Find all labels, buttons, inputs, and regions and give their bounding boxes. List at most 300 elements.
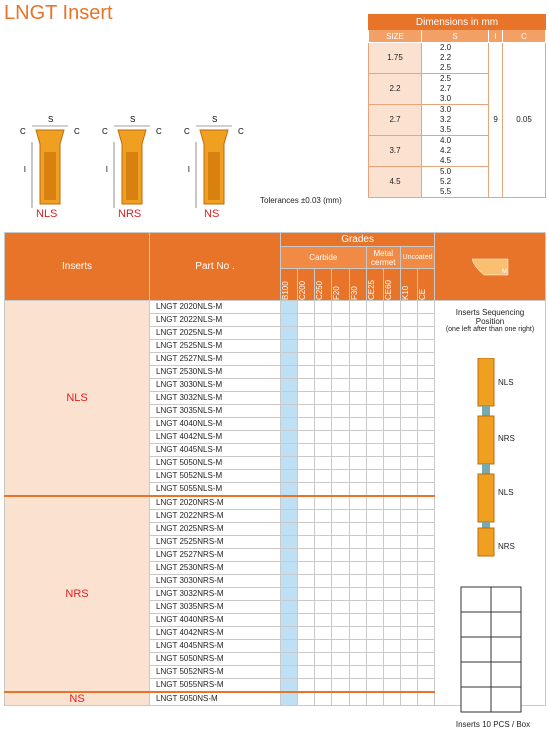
- grade-code-header: [298, 269, 315, 301]
- m-chipbreaker-header: [435, 233, 546, 301]
- b100-availability-cell: [281, 392, 298, 405]
- grade-cell: [349, 405, 366, 418]
- grade-code-label: K10: [400, 285, 410, 300]
- grade-cell: [383, 496, 400, 510]
- grade-code-header: [349, 269, 366, 301]
- dim-c-right: C: [74, 127, 80, 136]
- grade-cell: [298, 653, 315, 666]
- grade-cell: [418, 692, 435, 706]
- grade-cell: [298, 588, 315, 601]
- grade-cell: [383, 483, 400, 497]
- grade-cell: [418, 575, 435, 588]
- grade-cell: [298, 575, 315, 588]
- grade-cell: [383, 588, 400, 601]
- grade-cell: [418, 588, 435, 601]
- grade-cell: [400, 549, 417, 562]
- grade-cell: [366, 444, 383, 457]
- part-number-cell: LNGT 4040NLS-M: [150, 418, 281, 431]
- grade-cell: [400, 314, 417, 327]
- grade-cell: [400, 470, 417, 483]
- b100-availability-cell: [281, 536, 298, 549]
- grade-cell: [418, 353, 435, 366]
- dim-c-left: C: [20, 127, 26, 136]
- grade-cell: [349, 627, 366, 640]
- part-number-cell: LNGT 2527NRS-M: [150, 549, 281, 562]
- grade-code-header: [332, 269, 349, 301]
- grade-cell: [332, 549, 349, 562]
- grade-cell: [315, 536, 332, 549]
- grade-cell: [298, 483, 315, 497]
- dim-size-cell: 1.75: [369, 43, 422, 74]
- grade-cell: [298, 470, 315, 483]
- dim-s-value: 4.0: [440, 136, 452, 145]
- dim-s-value: 3.2: [440, 115, 452, 124]
- grade-cell: [418, 301, 435, 314]
- b100-availability-cell: [281, 510, 298, 523]
- grade-cell: [332, 666, 349, 679]
- b100-availability-cell: [281, 692, 298, 706]
- grade-cell: [418, 366, 435, 379]
- col-part-header: Part No .: [150, 233, 281, 301]
- grade-cell: [418, 510, 435, 523]
- b100-availability-cell: [281, 588, 298, 601]
- dim-s-cell: [422, 167, 489, 198]
- grade-cell: [366, 601, 383, 614]
- dim-size-cell: 2.7: [369, 105, 422, 136]
- grade-cell: [383, 405, 400, 418]
- grade-cell: [298, 536, 315, 549]
- metal-cermet-header: Metal cermet: [366, 247, 400, 269]
- part-number-cell: LNGT 2530NRS-M: [150, 562, 281, 575]
- grade-cell: [315, 666, 332, 679]
- grade-cell: [315, 444, 332, 457]
- grade-cell: [400, 523, 417, 536]
- grade-code-header: [418, 269, 435, 301]
- dimensions-table: [368, 14, 546, 198]
- b100-availability-cell: [281, 627, 298, 640]
- grade-cell: [298, 627, 315, 640]
- part-number-cell: LNGT 2525NLS-M: [150, 340, 281, 353]
- grade-cell: [400, 575, 417, 588]
- grade-code-label: CE60: [383, 279, 393, 300]
- stack-label-4: NRS: [498, 542, 515, 551]
- grade-cell: [298, 692, 315, 706]
- grade-cell: [332, 536, 349, 549]
- grade-cell: [418, 405, 435, 418]
- grade-cell: [298, 549, 315, 562]
- grade-cell: [366, 314, 383, 327]
- grade-cell: [400, 614, 417, 627]
- dim-s-value: 2.7: [440, 84, 452, 93]
- grade-cell: [418, 379, 435, 392]
- b100-availability-cell: [281, 614, 298, 627]
- grade-cell: [366, 653, 383, 666]
- seq-title2: Position: [475, 317, 505, 326]
- part-number-cell: LNGT 5050NRS-M: [150, 653, 281, 666]
- grade-cell: [366, 301, 383, 314]
- nrs-drawing-label: NRS: [118, 208, 142, 220]
- grade-cell: [383, 640, 400, 653]
- grade-cell: [383, 379, 400, 392]
- grade-cell: [349, 431, 366, 444]
- grade-cell: [298, 562, 315, 575]
- part-number-cell: LNGT 2022NLS-M: [150, 314, 281, 327]
- box-note: Inserts 10 PCS / Box: [455, 720, 531, 729]
- grade-cell: [349, 601, 366, 614]
- b100-availability-cell: [281, 457, 298, 470]
- grade-cell: [298, 510, 315, 523]
- part-number-cell: LNGT 5050NLS-M: [150, 457, 281, 470]
- dim-s-value: 5.2: [440, 177, 452, 186]
- grade-cell: [298, 392, 315, 405]
- grade-cell: [366, 679, 383, 693]
- grade-cell: [298, 405, 315, 418]
- b100-availability-cell: [281, 496, 298, 510]
- grade-cell: [298, 379, 315, 392]
- b100-availability-cell: [281, 640, 298, 653]
- grade-cell: [418, 536, 435, 549]
- grade-cell: [349, 340, 366, 353]
- grade-cell: [418, 392, 435, 405]
- grade-cell: [349, 510, 366, 523]
- grade-cell: [298, 640, 315, 653]
- grade-cell: [383, 431, 400, 444]
- grade-cell: [332, 692, 349, 706]
- grade-cell: [418, 431, 435, 444]
- svg-text:C: C: [156, 127, 162, 136]
- grade-cell: [332, 379, 349, 392]
- svg-text:S: S: [130, 115, 136, 124]
- grade-cell: [315, 562, 332, 575]
- grade-cell: [418, 327, 435, 340]
- grade-cell: [418, 640, 435, 653]
- grade-cell: [366, 405, 383, 418]
- grade-cell: [366, 418, 383, 431]
- grade-cell: [418, 470, 435, 483]
- grade-cell: [418, 601, 435, 614]
- dim-size-cell: 4.5: [369, 167, 422, 198]
- grade-cell: [349, 457, 366, 470]
- grade-cell: [400, 340, 417, 353]
- grade-cell: [315, 653, 332, 666]
- insert-group-cell: NS: [5, 692, 150, 706]
- grade-cell: [418, 523, 435, 536]
- grade-cell: [366, 392, 383, 405]
- b100-availability-cell: [281, 366, 298, 379]
- grade-cell: [383, 510, 400, 523]
- grade-cell: [400, 301, 417, 314]
- grade-cell: [400, 379, 417, 392]
- tolerance-note: Tolerances ±0.03 (mm): [260, 196, 342, 205]
- grade-cell: [400, 627, 417, 640]
- grade-cell: [400, 444, 417, 457]
- b100-availability-cell: [281, 470, 298, 483]
- grade-code-header: [400, 269, 417, 301]
- part-number-cell: LNGT 3035NLS-M: [150, 405, 281, 418]
- part-number-cell: LNGT 4042NLS-M: [150, 431, 281, 444]
- grade-code-header: [383, 269, 400, 301]
- grade-cell: [315, 679, 332, 693]
- grade-cell: [332, 405, 349, 418]
- grade-cell: [349, 418, 366, 431]
- grade-cell: [418, 314, 435, 327]
- dim-s-value: 2.0: [440, 43, 452, 52]
- grade-cell: [418, 444, 435, 457]
- grade-cell: [383, 523, 400, 536]
- grade-cell: [315, 496, 332, 510]
- b100-availability-cell: [281, 314, 298, 327]
- grade-cell: [332, 614, 349, 627]
- grade-cell: [315, 314, 332, 327]
- part-number-cell: LNGT 5052NLS-M: [150, 470, 281, 483]
- grade-cell: [315, 549, 332, 562]
- grade-cell: [383, 601, 400, 614]
- grade-cell: [332, 483, 349, 497]
- grade-cell: [383, 314, 400, 327]
- grade-cell: [315, 392, 332, 405]
- grade-cell: [400, 666, 417, 679]
- grade-cell: [349, 366, 366, 379]
- dim-row: [369, 43, 546, 74]
- dim-s-value: 2.5: [440, 63, 452, 72]
- col-inserts-header: Inserts: [5, 233, 150, 301]
- grade-code-header: [315, 269, 332, 301]
- dim-s-cell: [422, 74, 489, 105]
- grade-cell: [418, 562, 435, 575]
- grade-cell: [315, 588, 332, 601]
- grade-cell: [400, 692, 417, 706]
- grade-cell: [400, 510, 417, 523]
- stack-label-1: NLS: [498, 378, 514, 387]
- grade-code-label: CE: [418, 288, 427, 300]
- grade-cell: [349, 640, 366, 653]
- uncoated-header: Uncoated: [400, 247, 434, 269]
- grade-cell: [332, 562, 349, 575]
- page-title: LNGT Insert: [4, 2, 113, 24]
- grade-cell: [400, 405, 417, 418]
- grade-cell: [315, 601, 332, 614]
- grade-cell: [366, 575, 383, 588]
- grade-cell: [366, 327, 383, 340]
- grade-cell: [332, 470, 349, 483]
- grade-cell: [366, 457, 383, 470]
- b100-availability-cell: [281, 575, 298, 588]
- b100-availability-cell: [281, 679, 298, 693]
- part-number-cell: LNGT 2530NLS-M: [150, 366, 281, 379]
- grade-cell: [315, 470, 332, 483]
- grade-cell: [400, 536, 417, 549]
- grade-cell: [400, 653, 417, 666]
- grade-cell: [315, 301, 332, 314]
- grade-cell: [349, 614, 366, 627]
- grade-cell: [315, 353, 332, 366]
- grade-cell: [383, 444, 400, 457]
- grade-cell: [400, 366, 417, 379]
- svg-text:l: l: [106, 165, 108, 174]
- b100-availability-cell: [281, 379, 298, 392]
- dim-s-value: 4.5: [440, 156, 452, 165]
- dim-s-cell: [422, 105, 489, 136]
- grade-cell: [315, 575, 332, 588]
- grade-cell: [349, 679, 366, 693]
- grade-cell: [332, 444, 349, 457]
- part-number-cell: LNGT 3032NRS-M: [150, 588, 281, 601]
- grade-cell: [332, 301, 349, 314]
- grade-cell: [366, 536, 383, 549]
- box-packaging-icon: [460, 586, 522, 714]
- dim-l-label: l: [24, 165, 26, 174]
- dim-s-value: 5.0: [440, 167, 452, 176]
- grade-cell: [315, 483, 332, 497]
- grade-cell: [349, 392, 366, 405]
- insert-group-cell: NRS: [5, 496, 150, 692]
- dim-s-value: 2.5: [440, 74, 452, 83]
- b100-availability-cell: [281, 301, 298, 314]
- grade-cell: [315, 457, 332, 470]
- grade-code-header: [281, 269, 298, 301]
- grade-cell: [349, 692, 366, 706]
- b100-availability-cell: [281, 353, 298, 366]
- sequence-panel: [434, 308, 546, 333]
- grade-cell: [332, 575, 349, 588]
- part-number-cell: LNGT 3030NLS-M: [150, 379, 281, 392]
- grade-cell: [418, 457, 435, 470]
- grade-cell: [349, 575, 366, 588]
- stack-label-2: NRS: [498, 434, 515, 443]
- seq-note: (one left after than one right): [445, 326, 535, 333]
- grade-cell: [383, 470, 400, 483]
- grade-cell: [383, 366, 400, 379]
- grade-cell: [332, 340, 349, 353]
- grade-code-label: F20: [332, 285, 342, 300]
- b100-availability-cell: [281, 523, 298, 536]
- b100-availability-cell: [281, 431, 298, 444]
- grade-cell: [332, 366, 349, 379]
- grade-cell: [400, 496, 417, 510]
- grade-cell: [400, 418, 417, 431]
- grade-cell: [366, 666, 383, 679]
- dim-s-label: S: [48, 115, 54, 124]
- grade-cell: [315, 327, 332, 340]
- part-number-cell: LNGT 3035NRS-M: [150, 601, 281, 614]
- grade-cell: [383, 653, 400, 666]
- part-number-cell: LNGT 5055NRS-M: [150, 679, 281, 693]
- grade-cell: [418, 679, 435, 693]
- grade-cell: [315, 510, 332, 523]
- nrs-insert-drawing: [92, 112, 172, 222]
- grade-cell: [315, 692, 332, 706]
- grade-cell: [400, 457, 417, 470]
- grade-cell: [383, 549, 400, 562]
- grade-cell: [366, 627, 383, 640]
- grade-cell: [332, 496, 349, 510]
- grade-cell: [349, 666, 366, 679]
- svg-text:C: C: [184, 127, 190, 136]
- ns-insert-drawing: [174, 112, 254, 222]
- grade-cell: [366, 549, 383, 562]
- grade-cell: [315, 640, 332, 653]
- grade-cell: [315, 418, 332, 431]
- grade-cell: [383, 392, 400, 405]
- grade-cell: [298, 340, 315, 353]
- b100-availability-cell: [281, 418, 298, 431]
- grade-cell: [366, 523, 383, 536]
- grade-cell: [366, 496, 383, 510]
- grade-cell: [349, 444, 366, 457]
- grade-cell: [315, 379, 332, 392]
- grade-cell: [349, 536, 366, 549]
- grade-cell: [383, 418, 400, 431]
- part-number-cell: LNGT 2022NRS-M: [150, 510, 281, 523]
- grade-cell: [400, 483, 417, 497]
- seq-title: Inserts Sequencing: [455, 308, 525, 317]
- part-number-cell: LNGT 2025NLS-M: [150, 327, 281, 340]
- grade-cell: [332, 523, 349, 536]
- grade-cell: [298, 601, 315, 614]
- grade-cell: [366, 353, 383, 366]
- grade-cell: [349, 653, 366, 666]
- b100-availability-cell: [281, 666, 298, 679]
- grade-cell: [366, 340, 383, 353]
- dim-c-value: 0.05: [503, 43, 546, 198]
- grade-cell: [332, 418, 349, 431]
- svg-text:C: C: [102, 127, 108, 136]
- grade-cell: [366, 379, 383, 392]
- dim-s-value: 5.5: [440, 187, 452, 196]
- grade-cell: [349, 549, 366, 562]
- grade-cell: [332, 653, 349, 666]
- dim-col-s: S: [422, 30, 489, 43]
- grade-cell: [298, 444, 315, 457]
- grade-cell: [383, 340, 400, 353]
- grade-code-label: CE25: [366, 279, 376, 300]
- part-number-cell: LNGT 2020NRS-M: [150, 496, 281, 510]
- grade-cell: [366, 588, 383, 601]
- grade-cell: [418, 653, 435, 666]
- grade-cell: [383, 692, 400, 706]
- b100-availability-cell: [281, 327, 298, 340]
- grade-cell: [349, 523, 366, 536]
- dim-size-cell: 2.2: [369, 74, 422, 105]
- grade-cell: [418, 549, 435, 562]
- grade-cell: [383, 327, 400, 340]
- dim-col-c: C: [503, 30, 546, 43]
- part-number-cell: LNGT 5055NLS-M: [150, 483, 281, 497]
- grade-cell: [349, 327, 366, 340]
- grade-cell: [400, 640, 417, 653]
- grade-cell: [383, 562, 400, 575]
- part-number-cell: LNGT 4045NRS-M: [150, 640, 281, 653]
- grade-cell: [383, 301, 400, 314]
- grade-cell: [383, 575, 400, 588]
- b100-availability-cell: [281, 601, 298, 614]
- insert-group-cell: NLS: [5, 301, 150, 497]
- grade-cell: [366, 692, 383, 706]
- grade-cell: [400, 327, 417, 340]
- b100-availability-cell: [281, 653, 298, 666]
- svg-text:C: C: [238, 127, 244, 136]
- grade-cell: [418, 666, 435, 679]
- carbide-header: Carbide: [281, 247, 367, 269]
- part-number-cell: LNGT 5050NS-M: [150, 692, 281, 706]
- grade-cell: [418, 340, 435, 353]
- dim-l-value: 9: [489, 43, 503, 198]
- grade-cell: [298, 327, 315, 340]
- grade-cell: [298, 314, 315, 327]
- grade-cell: [349, 562, 366, 575]
- dimensions-heading: Dimensions in mm: [369, 15, 546, 30]
- grade-cell: [418, 614, 435, 627]
